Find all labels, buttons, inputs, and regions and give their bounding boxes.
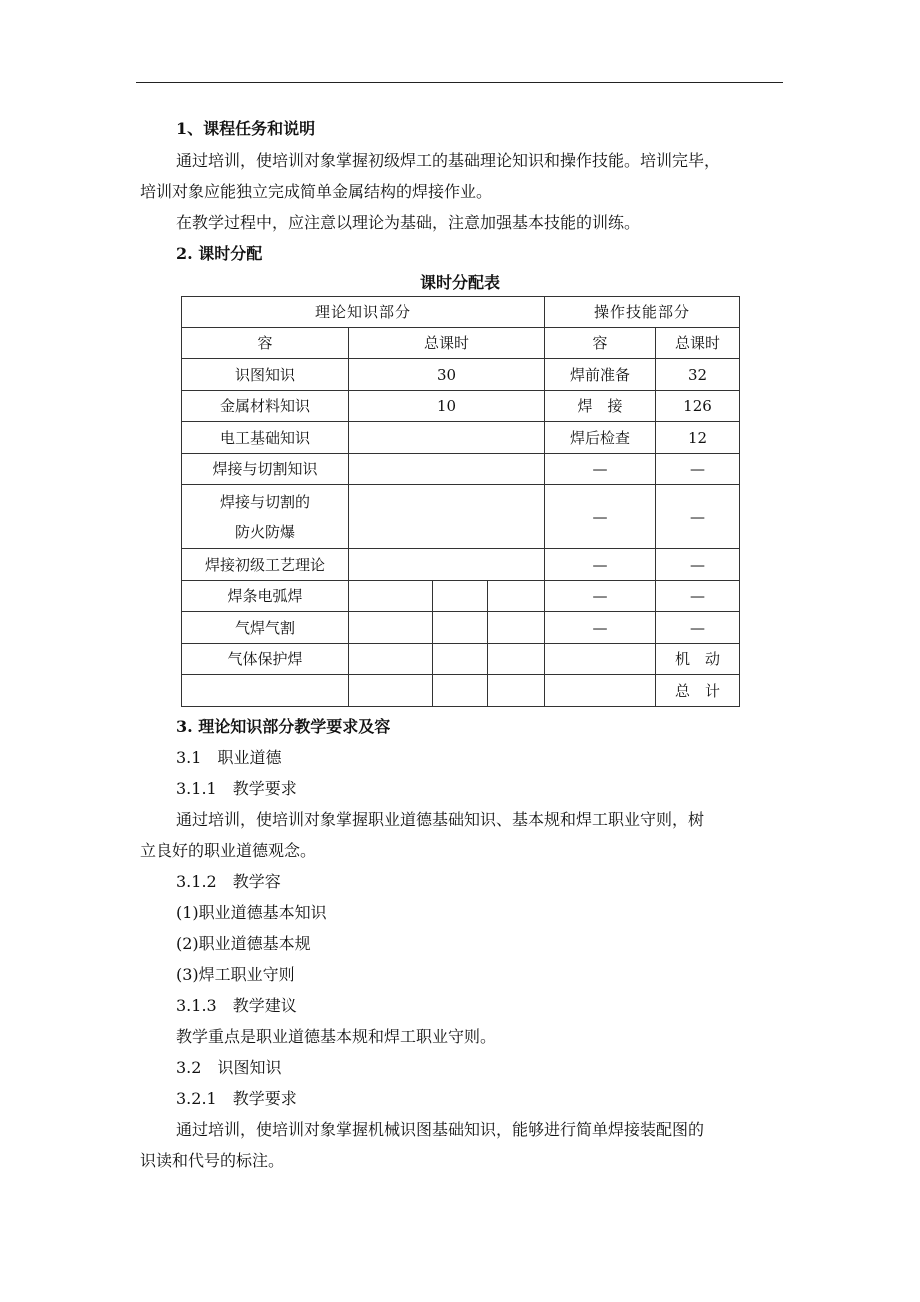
row-hours bbox=[349, 549, 545, 581]
list-item: (1)职业道德基本知识 bbox=[176, 903, 327, 922]
section3-2-1-heading: 3.2.1 教学要求 bbox=[176, 1089, 297, 1108]
table-column-header-row bbox=[182, 328, 740, 359]
row-sub-cell bbox=[488, 675, 545, 707]
row-practice-hours: — bbox=[656, 612, 740, 644]
table-row bbox=[182, 644, 740, 675]
row-topic: 焊接与切割知识 bbox=[182, 454, 349, 485]
table-row bbox=[182, 454, 740, 485]
row-hours: 30 bbox=[349, 359, 545, 391]
row-sub-cell bbox=[488, 581, 545, 612]
row-practice-hours: — bbox=[656, 454, 740, 485]
row-topic-line1: 焊接与切割的 bbox=[219, 492, 310, 511]
row-sub-cell bbox=[488, 644, 545, 675]
row-practice-hours: 126 bbox=[656, 391, 740, 422]
section3-1-1-line2: 立良好的职业道德观念。 bbox=[140, 841, 317, 860]
row-sub-cell bbox=[349, 581, 433, 612]
list-item: (3)焊工职业守则 bbox=[176, 965, 295, 984]
table-group-header-row bbox=[182, 297, 740, 328]
row-topic: 识图知识 bbox=[182, 359, 349, 391]
row-practice-topic bbox=[545, 644, 656, 675]
row-practice-topic: — bbox=[545, 549, 656, 581]
table-row bbox=[182, 485, 740, 549]
row-hours bbox=[349, 454, 545, 485]
section3-1-1-line1: 通过培训，使培训对象掌握职业道德基础知识、基本规和焊工职业守则，树 bbox=[176, 810, 705, 829]
row-sub-cell bbox=[349, 644, 433, 675]
row-sub-cell bbox=[488, 612, 545, 644]
row-sub-cell bbox=[349, 612, 433, 644]
row-practice-topic: — bbox=[545, 612, 656, 644]
section1-para1-line2: 培训对象应能独立完成简单金属结构的焊接作业。 bbox=[140, 182, 493, 201]
row-hours bbox=[349, 485, 545, 549]
row-practice-topic: — bbox=[545, 454, 656, 485]
table-title: 课时分配表 bbox=[419, 273, 500, 292]
section3-2-heading: 3.2 识图知识 bbox=[176, 1058, 282, 1077]
row-sub-cell bbox=[349, 675, 433, 707]
row-practice-topic: 焊后检查 bbox=[545, 422, 656, 454]
row-topic: 电工基础知识 bbox=[182, 422, 349, 454]
row-topic: 焊接初级工艺理论 bbox=[182, 549, 349, 581]
col-content-left: 容 bbox=[182, 328, 349, 359]
row-practice-topic: — bbox=[545, 485, 656, 549]
section3-1-3-heading: 3.1.3 教学建议 bbox=[176, 996, 297, 1015]
section3-1-3-text: 教学重点是职业道德基本规和焊工职业守则。 bbox=[176, 1027, 497, 1046]
section3-2-1-line2: 识读和代号的标注。 bbox=[140, 1151, 285, 1170]
group-practice-header: 操作技能部分 bbox=[545, 297, 740, 328]
section3-2-1-line1: 通过培训，使培训对象掌握机械识图基础知识，能够进行简单焊接装配图的 bbox=[176, 1120, 705, 1139]
row-practice-hours: 12 bbox=[656, 422, 740, 454]
row-hours bbox=[349, 422, 545, 454]
section3-heading: 3. 理论知识部分教学要求及容 bbox=[176, 717, 391, 736]
row-sub-cell bbox=[433, 612, 488, 644]
row-sub-cell bbox=[433, 675, 488, 707]
row-practice-topic: 焊前准备 bbox=[545, 359, 656, 391]
table-row bbox=[182, 581, 740, 612]
table-row bbox=[182, 612, 740, 644]
table-row bbox=[182, 422, 740, 454]
row-topic bbox=[182, 485, 349, 549]
section1-heading: 1、课程任务和说明 bbox=[176, 119, 316, 138]
table-row bbox=[182, 675, 740, 707]
table-row bbox=[182, 359, 740, 391]
section2-heading: 2. 课时分配 bbox=[176, 244, 263, 263]
row-practice-topic bbox=[545, 675, 656, 707]
section3-1-heading: 3.1 职业道德 bbox=[176, 748, 282, 767]
row-sub-cell bbox=[433, 644, 488, 675]
row-topic bbox=[182, 675, 349, 707]
row-practice-hours: 32 bbox=[656, 359, 740, 391]
section3-1-1-heading: 3.1.1 教学要求 bbox=[176, 779, 297, 798]
row-hours: 10 bbox=[349, 391, 545, 422]
row-practice-topic: 焊 接 bbox=[545, 391, 656, 422]
row-topic: 焊条电弧焊 bbox=[182, 581, 349, 612]
row-flexible-label: 机 动 bbox=[656, 644, 740, 675]
section3-1-2-heading: 3.1.2 教学容 bbox=[176, 872, 281, 891]
col-hours-right: 总课时 bbox=[656, 328, 740, 359]
row-sub-cell bbox=[433, 581, 488, 612]
group-theory-header: 理论知识部分 bbox=[182, 297, 545, 328]
row-topic: 气体保护焊 bbox=[182, 644, 349, 675]
row-topic-line2: 防火防爆 bbox=[234, 522, 295, 541]
row-practice-hours: — bbox=[656, 485, 740, 549]
col-content-right: 容 bbox=[545, 328, 656, 359]
table-row bbox=[182, 549, 740, 581]
row-topic: 气焊气割 bbox=[182, 612, 349, 644]
table-row bbox=[182, 391, 740, 422]
section1-para1-line1: 通过培训，使培训对象掌握初级焊工的基础理论知识和操作技能。培训完毕， bbox=[176, 151, 721, 170]
col-hours-left: 总课时 bbox=[349, 328, 545, 359]
row-practice-hours: — bbox=[656, 549, 740, 581]
row-topic: 金属材料知识 bbox=[182, 391, 349, 422]
row-practice-hours: — bbox=[656, 581, 740, 612]
header-rule bbox=[136, 82, 783, 83]
row-total-label: 总 计 bbox=[656, 675, 740, 707]
hours-allocation-table bbox=[181, 296, 740, 707]
row-practice-topic: — bbox=[545, 581, 656, 612]
section1-para2: 在教学过程中，应注意以理论为基础，注意加强基本技能的训练。 bbox=[176, 213, 641, 232]
list-item: (2)职业道德基本规 bbox=[176, 934, 311, 953]
